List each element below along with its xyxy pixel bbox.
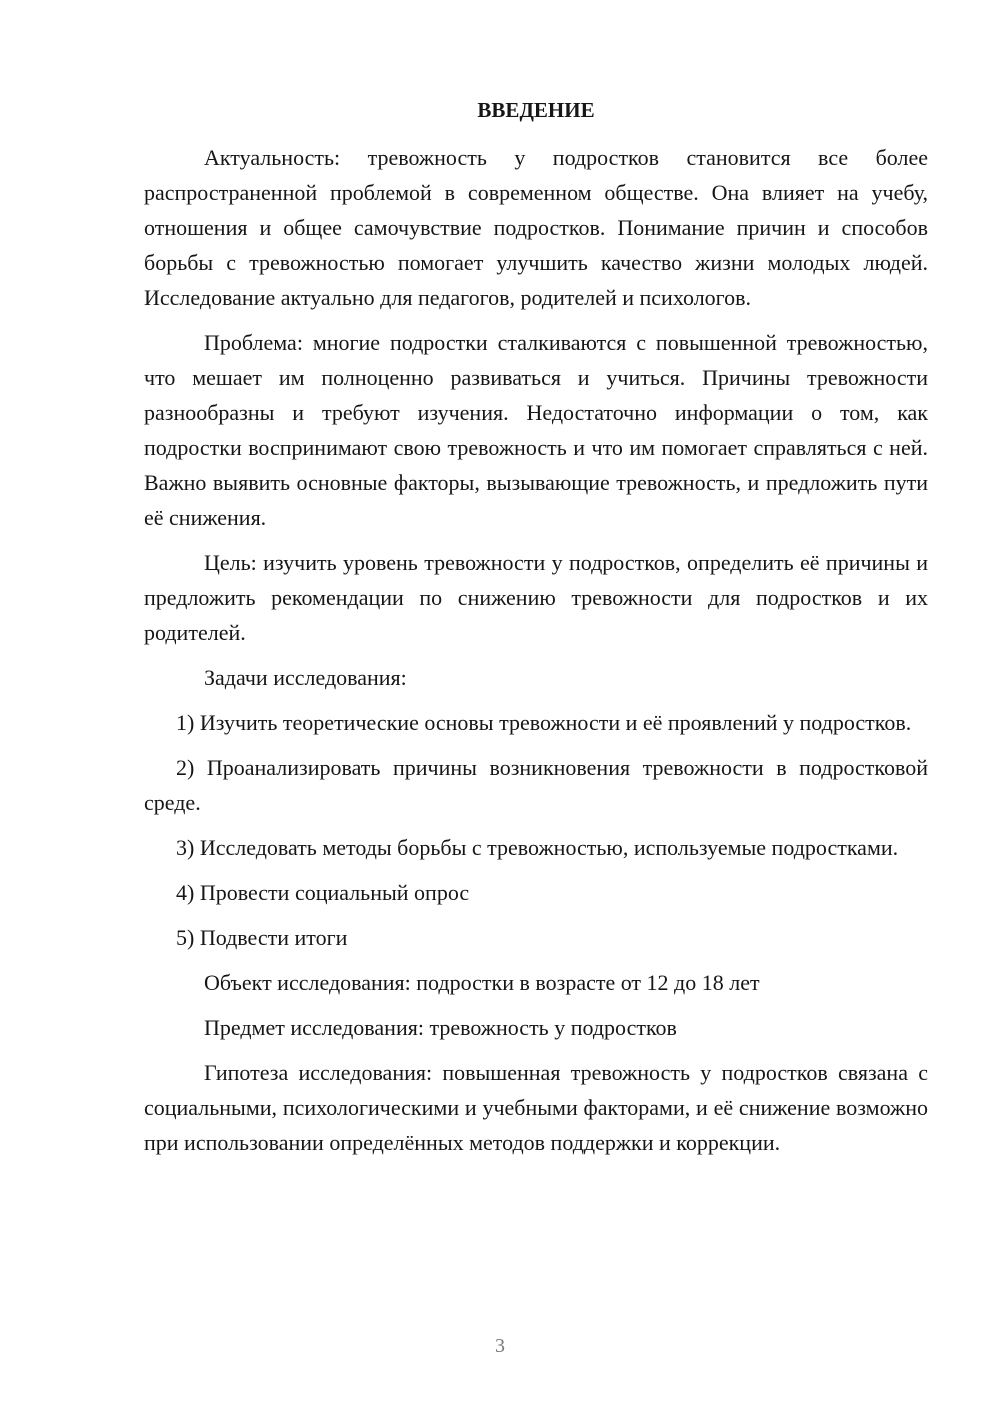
hypothesis-paragraph: Гипотеза исследования: повышенная тревожность у подростков связана с социальными, психологическими и учебными факторами, и её снижение возможно при использовании определённых методов поддержки и коррекции. [144, 1060, 928, 1155]
relevance-paragraph: Актуальность: тревожность у подростков становится все более распространенной проблемой в современном обществе. Она влияет на учебу, отношения и общее самочувствие подростков. Понимание причин и способов борьбы с тревожностью помогает улучшить качество жизни молодых людей. Исследование актуально для педагогов, родителей и психологов. [144, 145, 928, 310]
tasks-heading: Задачи исследования: [204, 665, 407, 690]
section-title: ВВЕДЕНИЕ [477, 98, 595, 122]
task-item-2: 2) Проанализировать причины возникновения тревожности в подростковой среде. [144, 755, 928, 815]
page-content [144, 96, 928, 1170]
task-item-5: 5) Подвести итоги [176, 925, 348, 950]
goal-paragraph: Цель: изучить уровень тревожности у подростков, определить её причины и предложить рекомендации по снижению тревожности для подростков и их родителей. [144, 550, 928, 645]
research-subject: Предмет исследования: тревожность у подростков [204, 1015, 677, 1040]
research-object: Объект исследования: подростки в возрасте от 12 до 18 лет [204, 970, 760, 995]
task-item-3: 3) Исследовать методы борьбы с тревожностью, используемые подростками. [176, 835, 899, 860]
problem-paragraph: Проблема: многие подростки сталкиваются с повышенной тревожностью, что мешает им полноценно развиваться и учиться. Причины тревожности разнообразны и требуют изучения. Недостаточно информации о том, как подростки воспринимают свою тревожность и что им помогает справляться с ней. Важно выявить основные факторы, вызывающие тревожность, и предложить пути её снижения. [144, 330, 928, 530]
page-number: 3 [495, 1335, 505, 1357]
task-item-1: 1) Изучить теоретические основы тревожности и её проявлений у подростков. [176, 710, 912, 735]
task-item-4: 4) Провести социальный опрос [176, 880, 470, 905]
